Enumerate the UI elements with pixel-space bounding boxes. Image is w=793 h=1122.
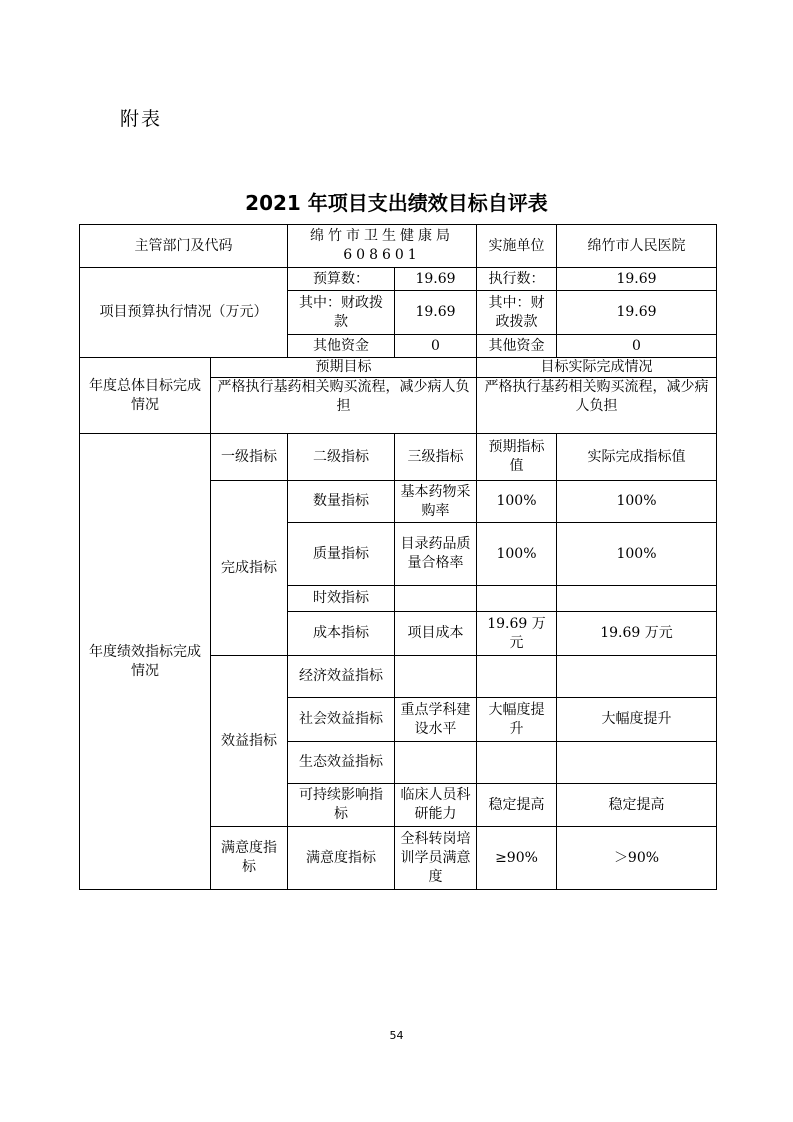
other-budget-value: 0 (395, 335, 477, 358)
dept-value: 绵竹市卫生健康局 608601 (288, 225, 477, 268)
impl-value: 绵竹市人民医院 (557, 225, 717, 268)
fiscal-budget-value: 19.69 (395, 291, 477, 335)
budget-label: 项目预算执行情况（万元） (80, 268, 288, 358)
sustainable-expected: 稳定提高 (477, 784, 557, 827)
cost-l3: 项目成本 (395, 612, 477, 656)
sustainable-l2: 可持续影响指标 (288, 784, 395, 827)
fiscal-budget-label: 其中：财政拨款 (288, 291, 395, 335)
actual-value-header: 实际完成指标值 (557, 434, 717, 481)
satisfaction-indicator-label: 满意度指标 (211, 827, 288, 890)
timeliness-l3 (395, 586, 477, 612)
cost-l2: 成本指标 (288, 612, 395, 656)
page-number: 54 (389, 1029, 404, 1042)
evaluation-table (79, 224, 717, 890)
benefit-indicator-label: 效益指标 (211, 656, 288, 827)
ecological-l3 (395, 742, 477, 784)
economic-l3 (395, 656, 477, 698)
overall-header-row (80, 358, 717, 378)
quantity-expected: 100% (477, 481, 557, 523)
cost-actual: 19.69 万元 (557, 612, 717, 656)
expected-header: 预期目标 (211, 358, 477, 378)
overall-label: 年度总体目标完成情况 (80, 358, 211, 434)
social-l3: 重点学科建设水平 (395, 698, 477, 742)
level2-header: 二级指标 (288, 434, 395, 481)
indicators-label: 年度绩效指标完成情况 (80, 434, 211, 890)
budget-amount-value: 19.69 (395, 268, 477, 291)
level1-header: 一级指标 (211, 434, 288, 481)
quantity-l3: 基本药物采购率 (395, 481, 477, 523)
satisfaction-l3: 全科转岗培训学员满意度 (395, 827, 477, 890)
quantity-actual: 100% (557, 481, 717, 523)
economic-expected (477, 656, 557, 698)
output-indicator-label: 完成指标 (211, 481, 288, 656)
sustainable-l3: 临床人员科研能力 (395, 784, 477, 827)
ecological-expected (477, 742, 557, 784)
impl-label: 实施单位 (477, 225, 557, 268)
quality-expected: 100% (477, 523, 557, 586)
timeliness-actual (557, 586, 717, 612)
other-exec-label: 其他资金 (477, 335, 557, 358)
expected-value-header: 预期指标值 (477, 434, 557, 481)
actual-header: 目标实际完成情况 (477, 358, 717, 378)
page-title: 2021 年项目支出绩效目标自评表 (245, 191, 548, 215)
quality-l2: 质量指标 (288, 523, 395, 586)
exec-amount-label: 执行数： (477, 268, 557, 291)
economic-l2: 经济效益指标 (288, 656, 395, 698)
level3-header: 三级指标 (395, 434, 477, 481)
quality-l3: 目录药品质量合格率 (395, 523, 477, 586)
annex-label: 附表 (120, 108, 163, 130)
social-expected: 大幅度提升 (477, 698, 557, 742)
social-actual: 大幅度提升 (557, 698, 717, 742)
ecological-actual (557, 742, 717, 784)
header-row (80, 225, 717, 268)
expected-text: 严格执行基药相关购买流程，减少病人负担 (211, 378, 477, 434)
timeliness-l2: 时效指标 (288, 586, 395, 612)
actual-text: 严格执行基药相关购买流程，减少病人负担 (477, 378, 717, 434)
budget-amount-label: 预算数： (288, 268, 395, 291)
other-budget-label: 其他资金 (288, 335, 395, 358)
fiscal-exec-label: 其中：财政拨款 (477, 291, 557, 335)
dept-label: 主管部门及代码 (80, 225, 288, 268)
indicator-header-row (80, 434, 717, 481)
budget-row-1 (80, 268, 717, 291)
cost-expected: 19.69 万元 (477, 612, 557, 656)
ecological-l2: 生态效益指标 (288, 742, 395, 784)
quantity-l2: 数量指标 (288, 481, 395, 523)
satisfaction-l2: 满意度指标 (288, 827, 395, 890)
quality-actual: 100% (557, 523, 717, 586)
satisfaction-expected: ≥90% (477, 827, 557, 890)
exec-amount-value: 19.69 (557, 268, 717, 291)
timeliness-expected (477, 586, 557, 612)
sustainable-actual: 稳定提高 (557, 784, 717, 827)
fiscal-exec-value: 19.69 (557, 291, 717, 335)
other-exec-value: 0 (557, 335, 717, 358)
social-l2: 社会效益指标 (288, 698, 395, 742)
economic-actual (557, 656, 717, 698)
satisfaction-actual: ＞90% (557, 827, 717, 890)
